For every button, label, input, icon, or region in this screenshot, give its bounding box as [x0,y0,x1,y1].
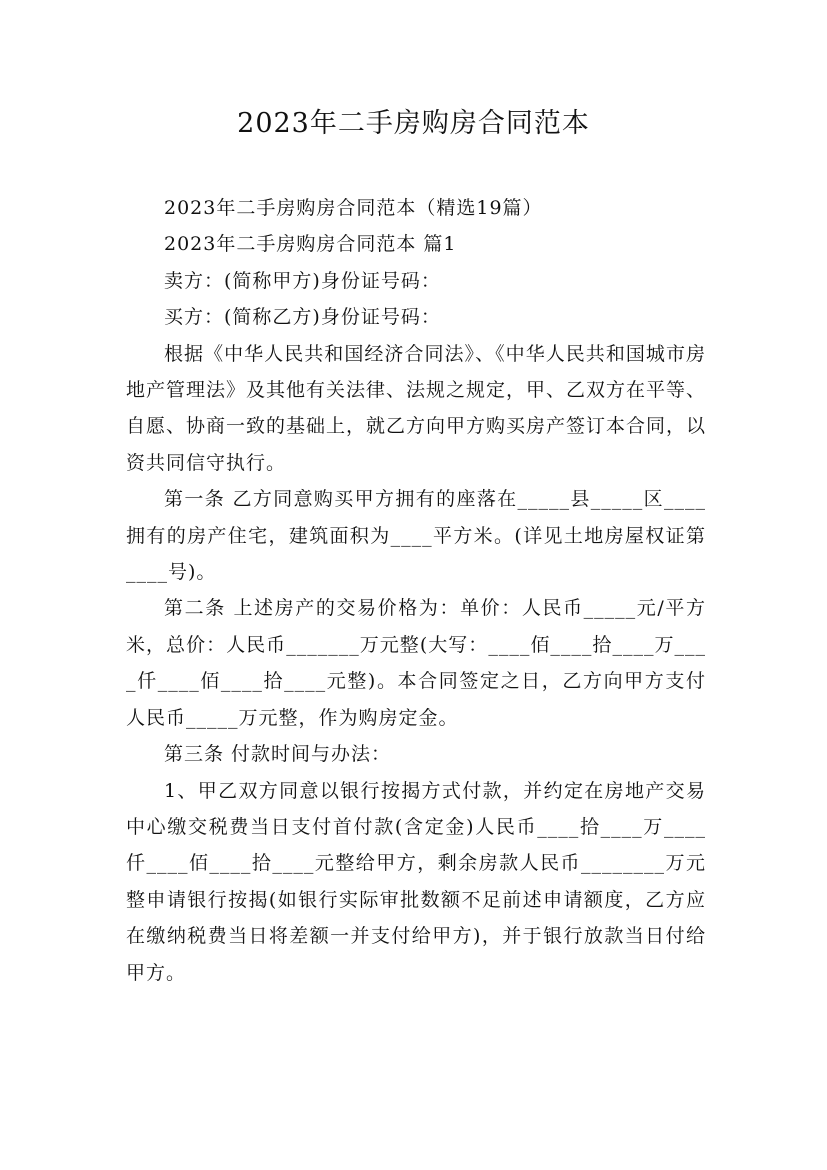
article-2-paragraph: 第二条 上述房产的交易价格为：单价：人民币_____元/平方米，总价：人民币_______万元整(大写：____佰____拾____万____仟____佰____拾____元整)。本合同签定之日，乙方向甲方支付人民币_____万元整，作为购房定金。 [126,597,706,729]
article-1-paragraph: 第一条 乙方同意购买甲方拥有的座落在_____县_____区____拥有的房产住宅，建筑面积为____平方米。(详见土地房屋权证第____号)。 [126,488,706,584]
seller-line: 卖方：(简称甲方)身份证号码： [164,269,441,292]
article-3-clause-1: 1、甲乙双方同意以银行按揭方式付款，并约定在房地产交易中心缴交税费当日支付首付款(含定金)人民币____拾____万____仟____佰____拾____元整给甲方，剩余房款人民币________万元整申请银行按揭(如银行实际审批数额不足前述申请额度，乙方应在缴纳税费当日将差额一并支付给甲方)，并于银行放款当日付给甲方。 [126,779,706,984]
subtitle-paragraph: 2023年二手房购房合同范本（精选19篇） [164,197,543,219]
preamble-paragraph: 根据《中华人民共和国经济合同法》、《中华人民共和国城市房地产管理法》及其他有关法律、法规之规定，甲、乙双方在平等、自愿、协商一致的基础上，就乙方向甲方购买房产签订本合同，以资共同信守执行。 [126,342,707,474]
article-3-heading: 第三条 付款时间与办法： [164,743,392,766]
document-title: 2023年二手房购房合同范本 [237,108,590,139]
section-heading: 2023年二手房购房合同范本 篇1 [164,233,457,256]
document-body [126,190,706,991]
buyer-line: 买方：(简称乙方)身份证号码： [164,306,441,329]
